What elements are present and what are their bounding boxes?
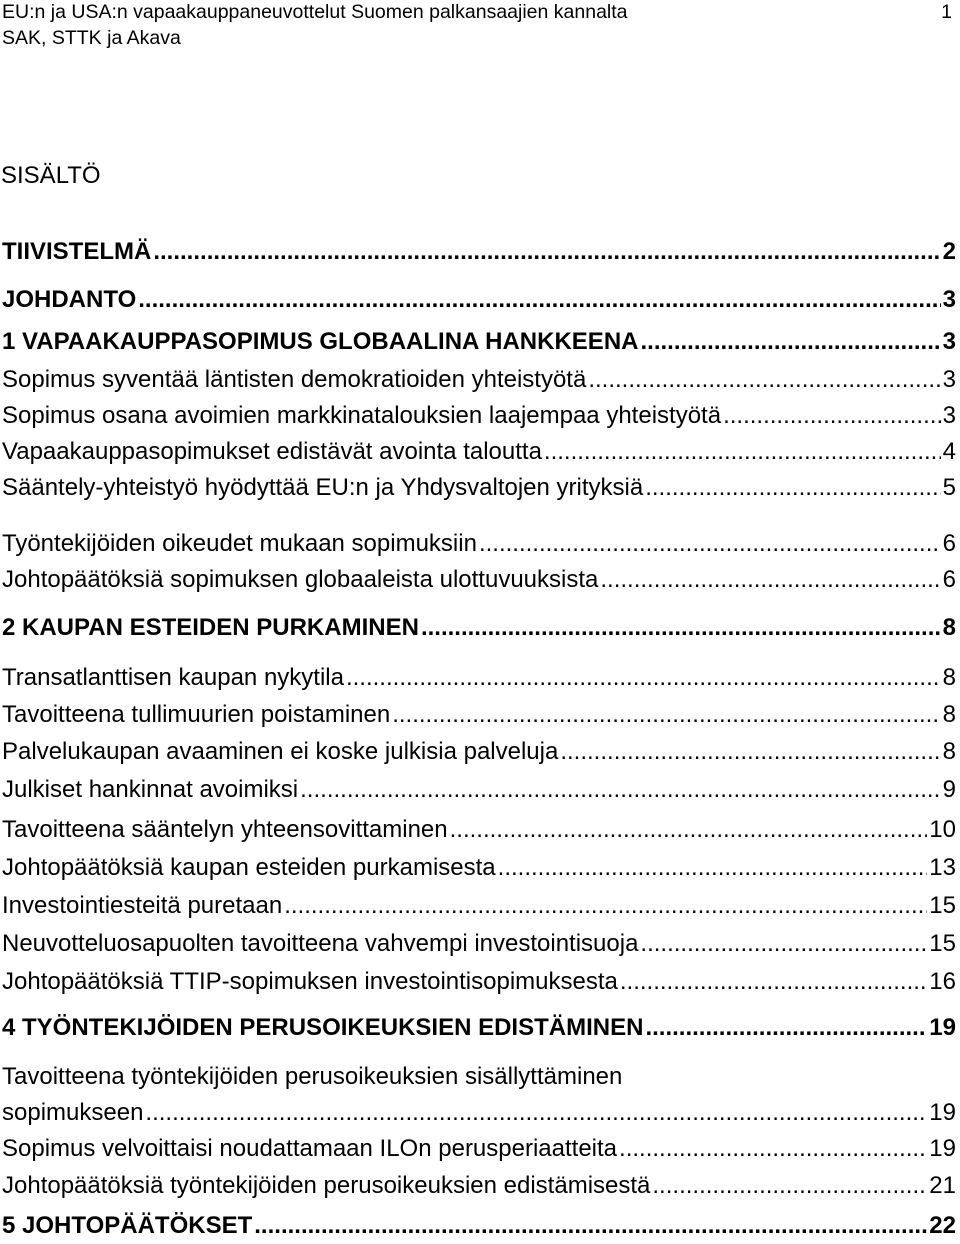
dot-leader [723, 398, 941, 434]
toc-entry[interactable] [2, 362, 956, 398]
toc-entry[interactable] [2, 434, 956, 470]
toc-entry-page: 19 [929, 1099, 956, 1126]
toc-entry[interactable] [2, 964, 956, 1000]
toc-entry-title: Tavoitteena tullimuurien poistaminen [2, 701, 391, 728]
toc-entry-page: 19 [929, 1135, 956, 1162]
toc-entry-title: Johtopäätöksiä TTIP-sopimuksen investointisopimuksesta [2, 968, 618, 995]
dot-leader [645, 1010, 927, 1046]
toc-entry[interactable] [2, 697, 956, 733]
toc-entry-page: 6 [942, 566, 956, 593]
dot-leader [450, 812, 928, 848]
toc-entry-title: 4 TYÖNTEKIJÖIDEN PERUSOIKEUKSIEN EDISTÄMINEN [2, 1014, 644, 1041]
toc-entry-wrapped[interactable] [2, 1059, 956, 1131]
toc-entry-page: 19 [929, 1014, 956, 1041]
toc-entry-title: Palvelukaupan avaaminen ei koske julkisia palveluja [2, 738, 559, 765]
toc-entry-title: 1 VAPAAKAUPPASOPIMUS GLOBAALINA HANKKEENA [2, 328, 639, 355]
dot-leader [640, 926, 927, 962]
toc-entry-page: 15 [929, 930, 956, 957]
toc-entry-title: JOHDANTO [2, 286, 137, 313]
toc-entry-page: 8 [942, 614, 956, 641]
dot-leader [560, 734, 940, 770]
toc-entry-title: sopimukseen [2, 1099, 144, 1126]
dot-leader [392, 697, 940, 733]
toc-entry-page: 21 [929, 1172, 956, 1199]
dot-leader [145, 1095, 927, 1131]
toc-entry-title: Transatlanttisen kaupan nykytila [2, 664, 344, 691]
toc-entry-page: 3 [942, 366, 956, 393]
dot-leader [284, 888, 927, 924]
dot-leader [479, 526, 941, 562]
toc-entry-page: 6 [942, 530, 956, 557]
toc-entry-page: 5 [942, 474, 956, 501]
toc-entry-page: 9 [942, 776, 956, 803]
toc-entry-johdanto[interactable] [2, 282, 956, 318]
toc-entry[interactable] [2, 1168, 956, 1204]
toc-entry-page: 3 [942, 286, 956, 313]
toc-entry[interactable] [2, 926, 956, 962]
toc-entry-page: 16 [929, 968, 956, 995]
dot-leader [619, 1131, 927, 1167]
toc-entry-title: 5 JOHTOPÄÄTÖKSET [2, 1212, 253, 1239]
dot-leader [346, 660, 941, 696]
dot-leader [421, 610, 941, 646]
toc-entry-page: 3 [942, 328, 956, 355]
toc-entry-title: Työntekijöiden oikeudet mukaan sopimuksiin [2, 530, 477, 557]
dot-leader [640, 324, 940, 360]
toc-entry-title: Sääntely-yhteistyö hyödyttää EU:n ja Yhdysvaltojen yrityksiä [2, 474, 644, 501]
toc-entry-page: 10 [929, 816, 956, 843]
page-number: 1 [941, 1, 952, 23]
toc-entry-title-line1: Tavoitteena työntekijöiden perusoikeuksien sisällyttäminen [2, 1063, 623, 1090]
toc-entry-page: 13 [929, 854, 956, 881]
toc-entry[interactable] [2, 660, 956, 696]
toc-entry[interactable] [2, 1095, 956, 1131]
document-title: EU:n ja USA:n vapaakauppaneuvottelut Suomen palkansaajien kannalta [2, 1, 628, 23]
toc-entry[interactable] [2, 562, 956, 598]
toc-entry-page: 8 [942, 701, 956, 728]
toc-entry-title: Johtopäätöksiä kaupan esteiden purkamisesta [2, 854, 496, 881]
dot-leader [645, 470, 940, 506]
toc-entry-chapter-5[interactable] [2, 1208, 956, 1244]
toc-entry-title: Tavoitteena sääntelyn yhteensovittaminen [2, 816, 448, 843]
toc-entry-title: Johtopäätöksiä sopimuksen globaaleista ulottuvuuksista [2, 566, 599, 593]
toc-entry-page: 2 [942, 238, 956, 265]
dot-leader [544, 434, 941, 470]
toc-entry[interactable] [2, 772, 956, 808]
toc-entry-title: Neuvotteluosapuolten tavoitteena vahvempi investointisuoja [2, 930, 639, 957]
toc-entry[interactable] [2, 812, 956, 848]
toc-entry-title: Julkiset hankinnat avoimiksi [2, 776, 299, 803]
toc-entry-title: Sopimus velvoittaisi noudattamaan ILOn perusperiaatteita [2, 1135, 618, 1162]
toc-entry-tiivistelma[interactable] [2, 234, 956, 270]
toc-entry[interactable] [2, 526, 956, 562]
toc-entry-page: 4 [942, 438, 956, 465]
toc-entry[interactable] [2, 734, 956, 770]
toc-entry-page: 22 [929, 1212, 956, 1239]
toc-entry-title: TIIVISTELMÄ [2, 238, 152, 265]
toc-entry-title: 2 KAUPAN ESTEIDEN PURKAMINEN [2, 614, 419, 641]
toc-entry-title: Investointiesteitä puretaan [2, 892, 283, 919]
toc-entry-chapter-1[interactable] [2, 324, 956, 360]
toc-entry-title: Sopimus syventää läntisten demokratioiden yhteistyötä [2, 366, 587, 393]
dot-leader [254, 1208, 927, 1244]
dot-leader [588, 362, 940, 398]
dot-leader [138, 282, 940, 318]
dot-leader [153, 234, 940, 270]
dot-leader [300, 772, 941, 808]
toc-entry-title: Vapaakauppasopimukset edistävät avointa taloutta [2, 438, 542, 465]
toc-entry-chapter-2[interactable] [2, 610, 956, 646]
toc-entry[interactable] [2, 888, 956, 924]
document-authors: SAK, STTK ja Akava [2, 27, 181, 49]
dot-leader [600, 562, 940, 598]
toc-entry[interactable] [2, 398, 956, 434]
toc-entry[interactable] [2, 470, 956, 506]
toc-entry[interactable] [2, 850, 956, 886]
toc-entry[interactable] [2, 1131, 956, 1167]
dot-leader [620, 964, 927, 1000]
dot-leader [498, 850, 928, 886]
toc-entry-page: 15 [929, 892, 956, 919]
toc-entry-page: 3 [942, 402, 956, 429]
toc-entry-page: 8 [942, 664, 956, 691]
dot-leader [652, 1168, 927, 1204]
toc-heading: SISÄLTÖ [1, 162, 101, 189]
toc-entry-page: 8 [942, 738, 956, 765]
toc-entry-chapter-4[interactable] [2, 1010, 956, 1046]
toc-entry-title: Johtopäätöksiä työntekijöiden perusoikeuksien edistämisestä [2, 1172, 651, 1199]
toc-entry-title: Sopimus osana avoimien markkinatalouksien laajempaa yhteistyötä [2, 402, 722, 429]
